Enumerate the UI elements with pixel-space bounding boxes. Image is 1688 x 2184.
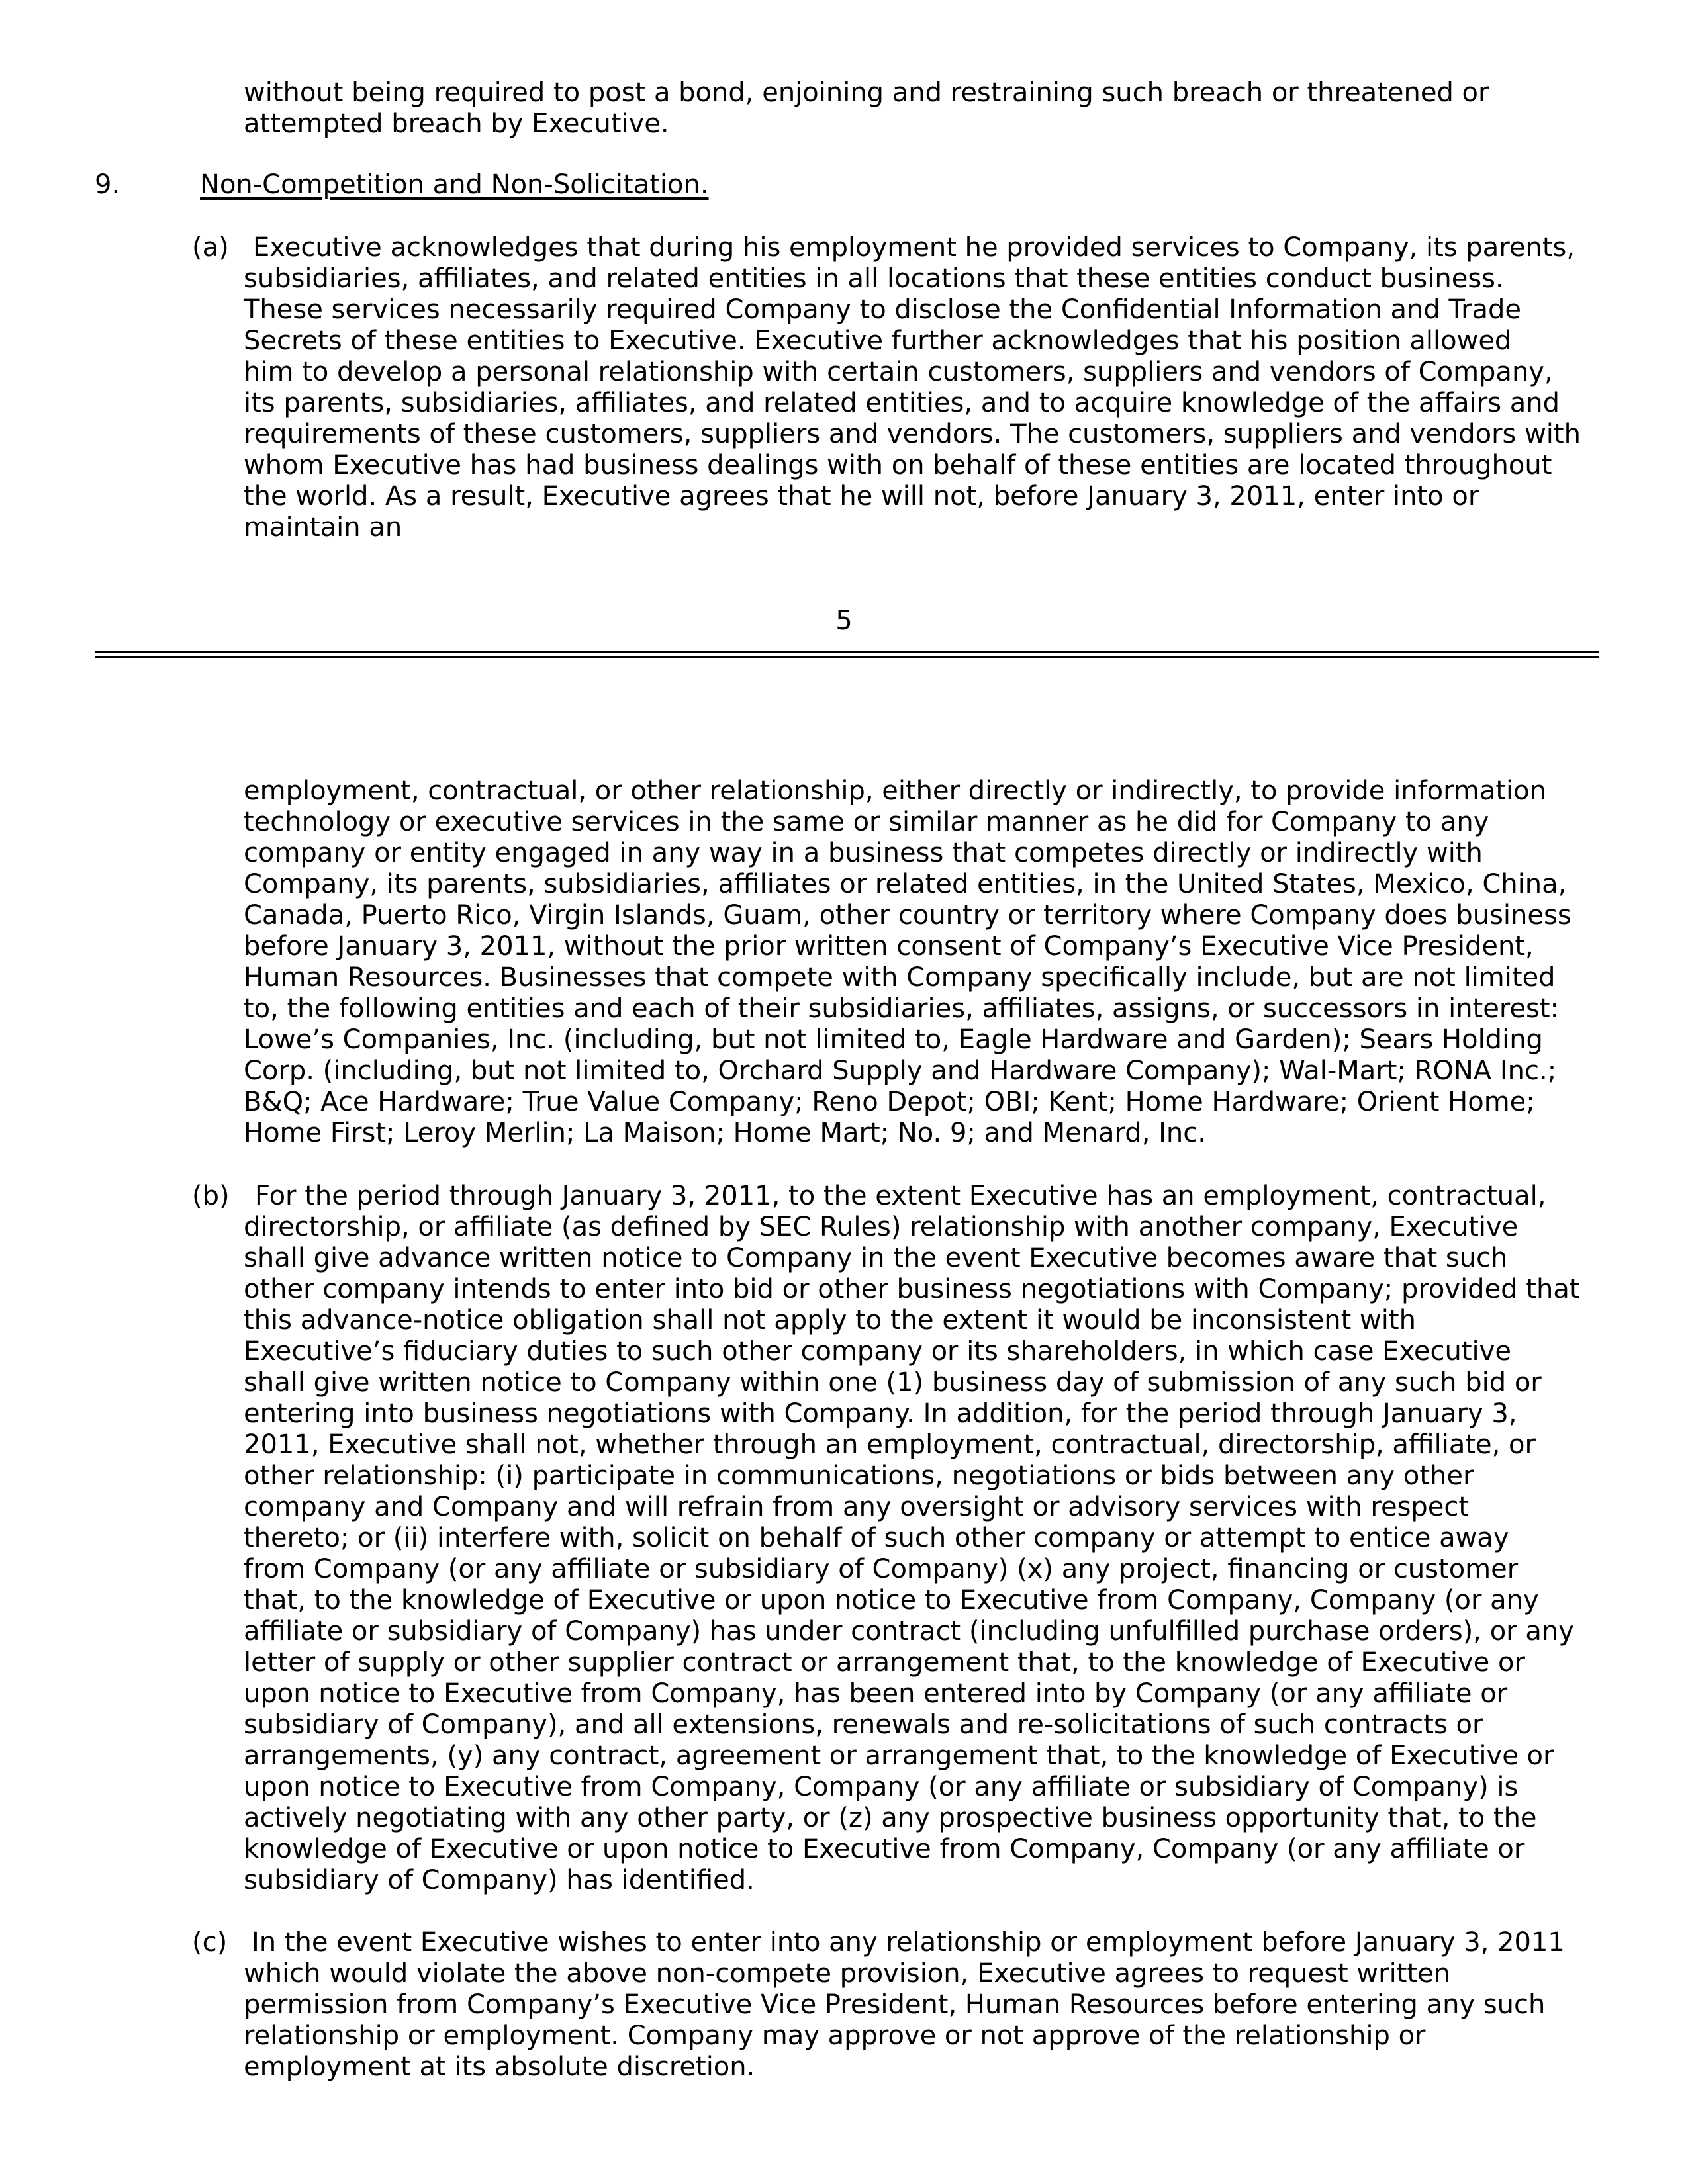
text-line: Human Resources. Businesses that compete with Company specifically include, but are not limited [244, 962, 1556, 993]
text-line: thereto; or (ii) interfere with, solicit on behalf of such other company or attempt to entice away [244, 1523, 1509, 1553]
text-line: its parents, subsidiaries, affiliates, and related entities, and to acquire knowledge of the affairs and [244, 388, 1560, 418]
paragraph-marker-c: (c) [192, 1927, 228, 1958]
text-line: employment, contractual, or other relationship, either directly or indirectly, to provide information [244, 776, 1546, 806]
text-line: that, to the knowledge of Executive or upon notice to Executive from Company, Company (or any [244, 1585, 1539, 1615]
text-line: technology or executive services in the same or similar manner as he did for Company to any [244, 807, 1489, 837]
text-line: letter of supply or other supplier contract or arrangement that, to the knowledge of Executive or [244, 1647, 1525, 1678]
text-line: Executive’s fiduciary duties to such other company or its shareholders, in which case Executive [244, 1336, 1511, 1367]
page-divider-top [95, 651, 1599, 653]
text-line: subsidiary of Company), and all extensions, renewals and re-solicitations of such contracts or [244, 1709, 1483, 1740]
text-line: Corp. (including, but not limited to, Orchard Supply and Hardware Company); Wal-Mart; RONA Inc.; [244, 1056, 1557, 1086]
text-line: upon notice to Executive from Company, has been entered into by Company (or any affiliate or [244, 1678, 1508, 1709]
paragraph-a [244, 263, 1607, 543]
text-line: attempted breach by Executive. [244, 109, 669, 139]
text-line: relationship or employment. Company may approve or not approve of the relationship or [244, 2021, 1426, 2051]
text-line: 2011, Executive shall not, whether through an employment, contractual, directorship, affiliate, or [244, 1430, 1536, 1460]
text-line: without being required to post a bond, enjoining and restraining such breach or threatened or [244, 77, 1489, 108]
text-line: company or entity engaged in any way in a business that competes directly or indirectly with [244, 838, 1483, 868]
page-divider-bottom [95, 656, 1599, 658]
text-line: In the event Executive wishes to enter into any relationship or employment before January 3, 2011 [252, 1927, 1565, 1958]
text-line: which would violate the above non-compete provision, Executive agrees to request written [244, 1958, 1451, 1989]
continuation-paragraph [244, 77, 1607, 140]
text-line: These services necessarily required Company to disclose the Confidential Information and Trade [244, 295, 1522, 325]
text-line: arrangements, (y) any contract, agreement or arrangement that, to the knowledge of Executive or [244, 1741, 1554, 1771]
text-line: Company, its parents, subsidiaries, affiliates or related entities, in the United States, Mexico, China, [244, 869, 1567, 899]
text-line: For the period through January 3, 2011, to the extent Executive has an employment, contractual, [255, 1181, 1546, 1211]
text-line: actively negotiating with any other party, or (z) any prospective business opportunity that, to the [244, 1803, 1537, 1833]
text-line: shall give written notice to Company within one (1) business day of submission of any such bid or [244, 1367, 1542, 1398]
text-line: permission from Company’s Executive Vice President, Human Resources before entering any such [244, 1989, 1546, 2020]
text-line: Lowe’s Companies, Inc. (including, but not limited to, Eagle Hardware and Garden); Sears Holding [244, 1024, 1543, 1055]
page-number: 5 [835, 606, 853, 636]
text-line: directorship, or affiliate (as defined by SEC Rules) relationship with another company, Executive [244, 1212, 1519, 1242]
text-line: from Company (or any affiliate or subsidiary of Company) (x) any project, financing or customer [244, 1554, 1519, 1584]
paragraph-c-first-line [252, 1927, 1565, 1958]
text-line: maintain an [244, 512, 402, 543]
paragraph-marker-a: (a) [192, 232, 229, 263]
text-line: entering into business negotiations with Company. In addition, for the period through January 3, [244, 1398, 1517, 1429]
text-line: knowledge of Executive or upon notice to Executive from Company, Company (or any affiliate or [244, 1834, 1525, 1864]
text-line: shall give advance written notice to Company in the event Executive becomes aware that such [244, 1243, 1508, 1273]
paragraph-b-first-line [255, 1181, 1546, 1212]
section-number: 9. [95, 169, 120, 200]
paragraph-a-first-line [253, 232, 1575, 263]
paragraph-marker-b: (b) [192, 1181, 230, 1211]
text-line: other company intends to enter into bid or other business negotiations with Company; provided that [244, 1274, 1580, 1304]
paragraph-a-continued [244, 776, 1607, 1149]
text-line: before January 3, 2011, without the prior written consent of Company’s Executive Vice President, [244, 931, 1534, 962]
text-line: Home First; Leroy Merlin; La Maison; Home Mart; No. 9; and Menard, Inc. [244, 1118, 1206, 1148]
text-line: whom Executive has had business dealings with on behalf of these entities are located throughout [244, 450, 1552, 480]
text-line: Secrets of these entities to Executive. Executive further acknowledges that his position allowed [244, 326, 1512, 356]
text-line: Canada, Puerto Rico, Virgin Islands, Guam, other country or territory where Company does business [244, 900, 1571, 931]
text-line: B&Q; Ace Hardware; True Value Company; Reno Depot; OBI; Kent; Home Hardware; Orient Home; [244, 1087, 1535, 1117]
paragraph-c [244, 1958, 1607, 2083]
text-line: employment at its absolute discretion. [244, 2052, 755, 2082]
section-heading: Non-Competition and Non-Solicitation. [200, 169, 709, 200]
text-line: subsidiaries, affiliates, and related entities in all locations that these entities conduct business. [244, 263, 1504, 294]
text-line: upon notice to Executive from Company, Company (or any affiliate or subsidiary of Company) is [244, 1772, 1519, 1802]
paragraph-b [244, 1212, 1607, 1896]
text-line: to, the following entities and each of their subsidiaries, affiliates, assigns, or successors in interest: [244, 993, 1560, 1024]
text-line: this advance-notice obligation shall not apply to the extent it would be inconsistent with [244, 1305, 1416, 1336]
text-line: subsidiary of Company) has identified. [244, 1865, 755, 1895]
text-line: him to develop a personal relationship with certain customers, suppliers and vendors of Company, [244, 357, 1553, 387]
text-line: requirements of these customers, suppliers and vendors. The customers, suppliers and vendors with [244, 419, 1581, 449]
text-line: Executive acknowledges that during his employment he provided services to Company, its parents, [253, 232, 1575, 263]
text-line: the world. As a result, Executive agrees that he will not, before January 3, 2011, enter into or [244, 481, 1479, 512]
text-line: other relationship: (i) participate in communications, negotiations or bids between any other [244, 1461, 1474, 1491]
text-line: affiliate or subsidiary of Company) has under contract (including unfulfilled purchase orders), or any [244, 1616, 1574, 1647]
text-line: company and Company and will refrain from any oversight or advisory services with respect [244, 1492, 1470, 1522]
